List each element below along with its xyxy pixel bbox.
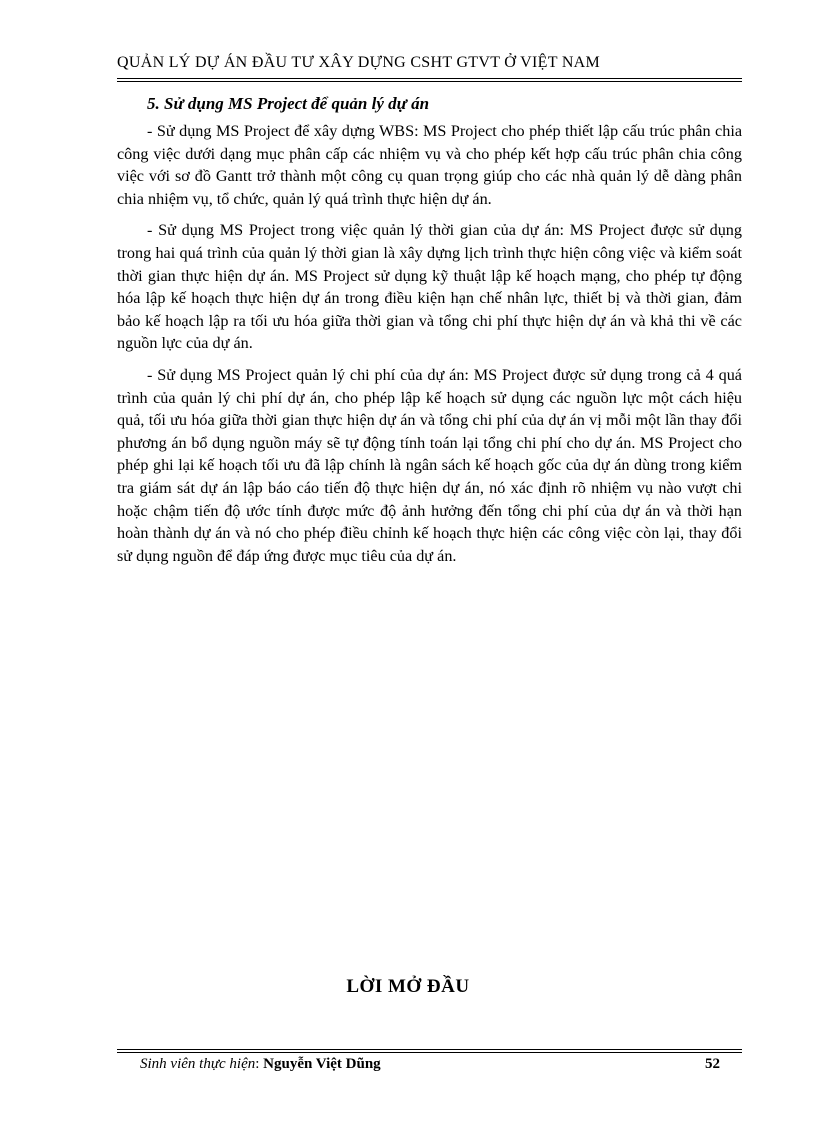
section-heading: 5. Sử dụng MS Project để quản lý dự án [147,94,430,113]
page-footer [140,1054,720,1074]
footer-separator: : [255,1056,264,1072]
paragraph-time-management: - Sử dụng MS Project trong việc quản lý thời gian của dự án: MS Project được sử dụng trong hai quá trình của quản lý thời gian là xây dựng lịch trình thực hiện công việc và kiểm soát thời gian thực hiện dự án. MS Project sử dụng kỹ thuật lập kế hoạch mạng, cho phép tự động hóa lập kế hoạch thực hiện dự án trong điều kiện hạn chế nhân lực, thiết bị và thời gian, đảm bảo kế hoạch lập ra tối ưu hóa giữa thời gian và tổng chi phí thực hiện dự án và khả thi về các nguồn lực của dự án. [117,221,742,353]
footer-label: Sinh viên thực hiện [140,1056,256,1072]
next-section-title: LỜI MỞ ĐẦU [346,976,470,997]
footer-rule [117,1049,742,1053]
author-name: Nguyễn Việt Dũng [263,1056,381,1072]
paragraph-wbs: - Sử dụng MS Project để xây dựng WBS: MS Project cho phép thiết lập cấu trúc phân chia công việc dưới dạng mục phân cấp các nhiệm vụ và cho phép kết hợp cấu trúc phân chia công việc với sơ đồ Gantt trở thành một công cụ quan trọng giúp cho các nhà quản lý dễ dàng phân chia nhiệm vụ, tổ chức, quản lý quá trình thực hiện dự án. [117,122,742,208]
paragraph-cost-management: - Sử dụng MS Project quản lý chi phí của dự án: MS Project được sử dụng trong cả 4 quá trình của quản lý chi phí dự án, cho phép lập kế hoạch sử dụng các nguồn lực một cách hiệu quả, tối ưu hóa giữa thời gian thực hiện dự án và tổng chi phí của dự án vị mỗi một lần thay đổi phương án bổ dụng nguồn máy sẽ tự động tính toán lại tổng chi phí cho dự án. MS Project cho phép ghi lại kế hoạch tối ưu đã lập chính là ngân sách kế hoạch gốc của dự án dùng trong kiểm tra giám sát dự án lập báo cáo tiến độ thực hiện dự án, nó xác định rõ nhiệm vụ nào vượt chi hoặc chậm tiến độ ước tính được mức độ ảnh hưởng đến tổng chi phí của dự án và thời hạn hoàn thành dự án và nó cho phép điều chỉnh kế hoạch thực hiện các công việc còn lại, thay đổi sử dụng nguồn để đáp ứng được mục tiêu của dự án. [117,365,742,565]
page-number: 52 [705,1056,720,1072]
page-header [117,52,742,74]
page-content [117,92,742,576]
header-rule [117,78,742,82]
header-title: QUẢN LÝ DỰ ÁN ĐẦU TƯ XÂY DỰNG CSHT GTVT Ở VIỆT NAM [117,54,601,71]
